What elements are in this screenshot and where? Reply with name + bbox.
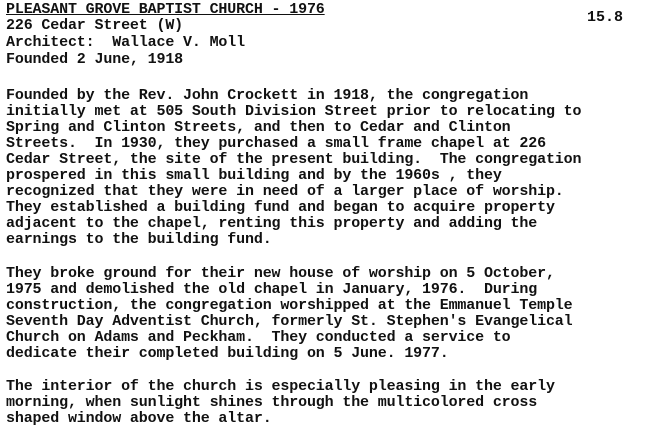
paragraph-line: recognized that they were in need of a larger place of worship. — [6, 183, 564, 200]
paragraph-line: Streets. In 1930, they purchased a small frame chapel at 226 — [6, 135, 546, 152]
paragraph-line: dedicate their completed building on 5 June. 1977. — [6, 345, 449, 362]
paragraph-line: Founded by the Rev. John Crockett in 1918, the congregation — [6, 87, 529, 104]
paragraph-line: They established a building fund and began to acquire property — [6, 199, 555, 216]
architect-line: Architect: Wallace V. Moll — [6, 34, 245, 51]
paragraph-line: prospered in this small building and by the 1960s , they — [6, 167, 502, 184]
paragraph-line: 1975 and demolished the old chapel in January, 1976. During — [6, 281, 538, 298]
document-title: PLEASANT GROVE BAPTIST CHURCH - 1976 — [6, 1, 325, 18]
paragraph-line: Spring and Clinton Streets, and then to Cedar and Clinton — [6, 119, 511, 136]
paragraph-line: Cedar Street, the site of the present building. The congregation — [6, 151, 582, 168]
paragraph-line: The interior of the church is especially pleasing in the early — [6, 378, 555, 395]
reference-number: 15.8 — [587, 9, 624, 26]
paragraph-line: morning, when sunlight shines through the multicolored cross — [6, 394, 538, 411]
paragraph-line: They broke ground for their new house of worship on 5 October, — [6, 265, 555, 282]
paragraph-line: construction, the congregation worshipped at the Emmanuel Temple — [6, 297, 573, 314]
paragraph-line: Seventh Day Adventist Church, formerly St. Stephen's Evangelical — [6, 313, 573, 330]
paragraph-line: shaped window above the altar. — [6, 410, 272, 427]
paragraph-line: earnings to the building fund. — [6, 231, 272, 248]
paragraph-line: Church on Adams and Peckham. They conducted a service to — [6, 329, 511, 346]
paragraph-line: initially met at 505 South Division Street prior to relocating to — [6, 103, 582, 120]
founded-line: Founded 2 June, 1918 — [6, 51, 184, 68]
address-line: 226 Cedar Street (W) — [6, 17, 184, 34]
paragraph-line: adjacent to the chapel, renting this property and adding the — [6, 215, 538, 232]
